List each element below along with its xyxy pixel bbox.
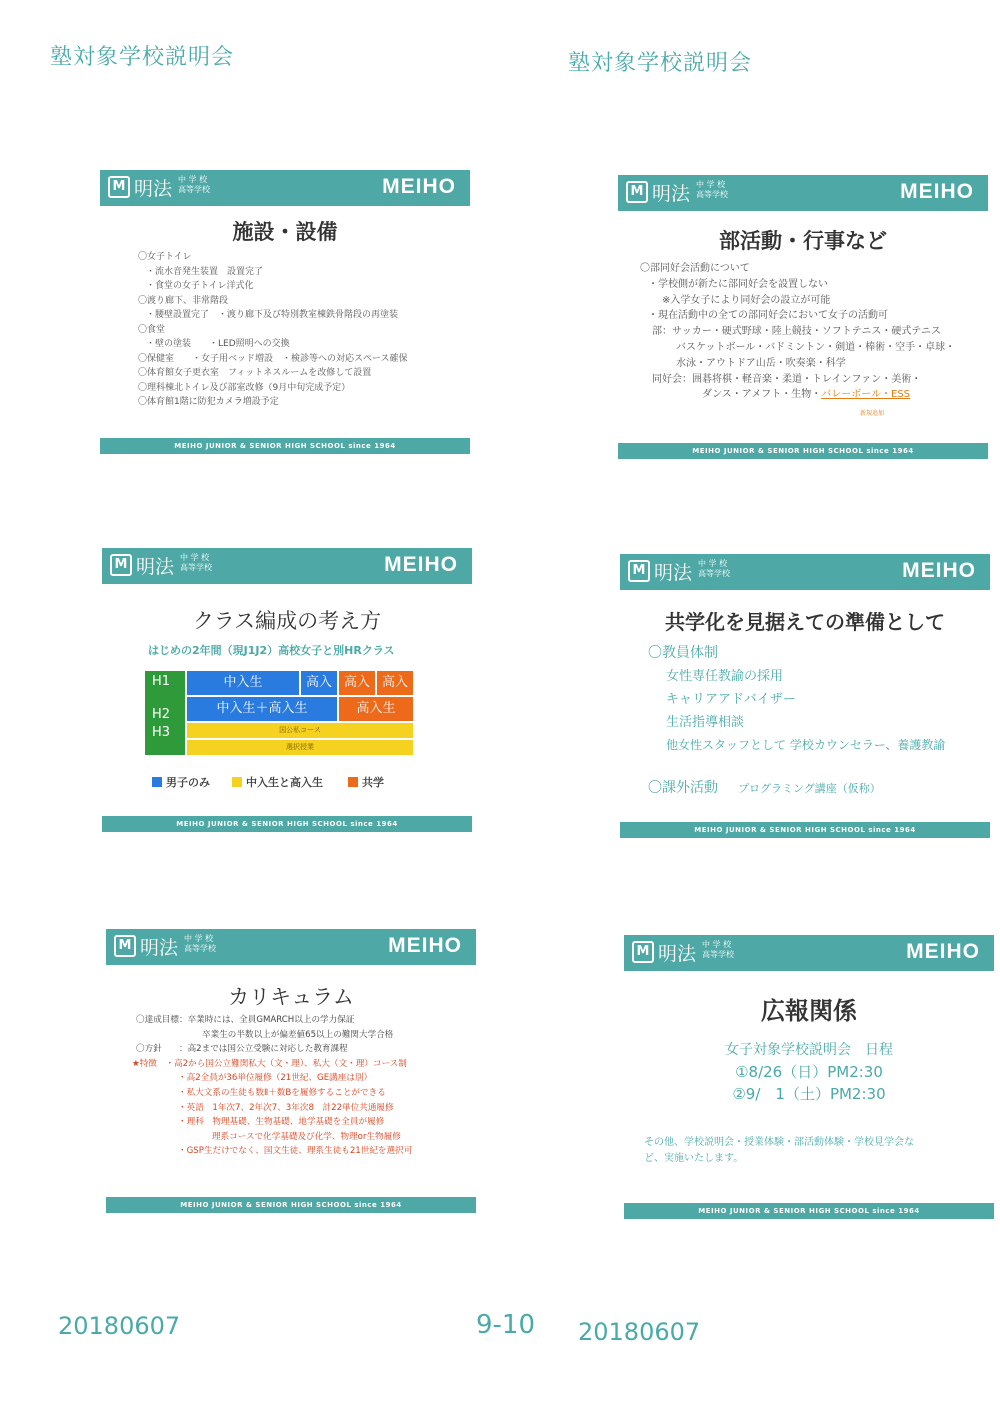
body-line: 理系コースで化学基礎及び化学、物理or生物履修 bbox=[212, 1131, 401, 1142]
body-line: ・高2全員が36単位履修（21世紀、GE講座は別） bbox=[178, 1073, 373, 1084]
logo-jp: 明法 bbox=[652, 183, 691, 205]
slide-title: 施設・設備 bbox=[232, 220, 338, 244]
body-line: ・学校側が新たに部同好会を設置しない bbox=[648, 278, 828, 290]
logo-sub: 中 学 校 高等学校 bbox=[184, 934, 216, 953]
body-line: ★特徴 ・高2から国公立難関私大（文・理）、私大（文・理）コース制 bbox=[132, 1058, 407, 1069]
logo-sub: 中 学 校 高等学校 bbox=[698, 559, 730, 578]
slide-header-bar bbox=[106, 929, 476, 965]
slide-footer: MEIHO JUNIOR & SENIOR HIGH SCHOOL since 1964 bbox=[624, 1203, 994, 1219]
schedule-date-1: ①8/26（日）PM2:30 bbox=[735, 1063, 883, 1081]
logo-en: MEIHO bbox=[902, 559, 976, 582]
logo-sub: 中 学 校 高等学校 bbox=[178, 175, 210, 194]
body-line: ・英語 1年次7、2年次7、3年次8 計22単位共通履修 bbox=[178, 1102, 394, 1113]
logo-en: MEIHO bbox=[900, 180, 974, 203]
legend-boys: 男子のみ bbox=[152, 774, 210, 790]
body-line: 女性専任教諭の採用 bbox=[666, 669, 784, 684]
body-line: 同好会：囲碁将棋・軽音楽・柔道・トレインファン・美術・ bbox=[652, 373, 922, 385]
class-diagram bbox=[144, 670, 414, 756]
slide-pr bbox=[624, 935, 994, 1219]
body-line: 水泳・アウトドア山岳・吹奏楽・科学 bbox=[676, 357, 846, 369]
body-line: 〇保健室 ・女子用ベッド増設 ・検診等への対応スペース確保 bbox=[138, 353, 408, 364]
slide-body bbox=[640, 261, 955, 403]
body-line: ・理科 物理基礎、生物基礎、地学基礎を全員が履修 bbox=[178, 1117, 385, 1128]
body-line: 卒業生の半数以上が偏差値65以上の難関大学合格 bbox=[202, 1029, 394, 1040]
body-line: 部：サッカー・硬式野球・陸上競技・ソフトテニス・硬式テニス bbox=[652, 326, 941, 338]
meiho-logo-icon: M bbox=[632, 941, 654, 963]
body-line: ダンス・アメフト・生物・バレーボール・ESS bbox=[702, 389, 911, 401]
slide-footer: MEIHO JUNIOR & SENIOR HIGH SCHOOL since 1964 bbox=[106, 1197, 476, 1213]
body-line: バスケットボール・バドミントン・剣道・棒術・空手・卓球・ bbox=[676, 341, 956, 353]
body-line: 〇渡り廊下、非常階段 bbox=[138, 295, 229, 306]
label-h1: H1 bbox=[152, 674, 171, 689]
slide-header-bar bbox=[620, 554, 990, 590]
meiho-logo-icon: M bbox=[110, 554, 132, 576]
legend-mixed: 中入生と高入生 bbox=[232, 774, 323, 790]
cell-kokkou: 国公私コース bbox=[186, 722, 414, 739]
logo-sub: 中 学 校 高等学校 bbox=[180, 553, 212, 572]
footer-date-left: 20180607 bbox=[58, 1312, 181, 1340]
body-line: ・流水音発生装置 設置完了 bbox=[146, 266, 264, 277]
slide-header-bar bbox=[100, 170, 470, 206]
slide-title: 共学化を見据えての準備として bbox=[665, 610, 945, 634]
logo-en: MEIHO bbox=[382, 175, 456, 198]
slide-header-bar bbox=[624, 935, 994, 971]
body-line: キャリアアドバイザー bbox=[666, 692, 796, 707]
cell-kounyusei: 高入生 bbox=[338, 696, 414, 722]
body-line: 〇食堂 bbox=[138, 324, 166, 335]
slide-title: 部活動・行事など bbox=[719, 229, 887, 253]
logo-jp: 明法 bbox=[134, 178, 173, 200]
meiho-logo-icon: M bbox=[628, 560, 650, 582]
meiho-logo-icon: M bbox=[108, 176, 130, 198]
slide-title: クラス編成の考え方 bbox=[192, 609, 382, 633]
body-line: ・現在活動中の全ての部同好会において女子の活動可 bbox=[648, 310, 888, 322]
logo-sub: 中 学 校 高等学校 bbox=[702, 940, 734, 959]
cell-sentaku: 選択授業 bbox=[186, 739, 414, 756]
slide-title: 広報関係 bbox=[761, 997, 857, 1025]
body-line: 生活指導相談 bbox=[666, 715, 745, 730]
schedule-heading: 女子対象学校説明会 日程 bbox=[725, 1042, 893, 1058]
footer-page-number: 9-10 bbox=[476, 1310, 536, 1340]
slide-header-bar bbox=[618, 175, 988, 211]
body-line: 〇理科棟北トイレ及び部室改修（9月中旬完成予定） bbox=[138, 382, 351, 393]
body-line: ※入学女子により同好会の設立が可能 bbox=[662, 294, 831, 306]
cell-kounyu-blue: 高入 bbox=[300, 670, 338, 696]
body-line: 〇教員体制 bbox=[648, 645, 718, 661]
body-line: 〇体育館1階に防犯カメラ増設予定 bbox=[138, 397, 279, 407]
slide-body bbox=[132, 1013, 413, 1159]
body-line: 〇女子トイレ bbox=[138, 252, 192, 262]
legend-blue-swatch bbox=[152, 777, 162, 787]
body-line: 〇部同好会活動について bbox=[640, 263, 750, 274]
slide-footer: MEIHO JUNIOR & SENIOR HIGH SCHOOL since 1964 bbox=[618, 443, 988, 459]
logo-en: MEIHO bbox=[388, 934, 462, 957]
body-line: 他女性スタッフとして 学校カウンセラー、養護教諭 bbox=[666, 738, 946, 752]
slide-title: カリキュラム bbox=[228, 985, 354, 1009]
cell-chu-kou: 中入生＋高入生 bbox=[186, 696, 338, 722]
schedule-date-2: ②9/ 1（土）PM2:30 bbox=[732, 1085, 886, 1103]
logo-jp: 明法 bbox=[658, 943, 697, 965]
new-note: 新規追加 bbox=[860, 410, 885, 417]
label-h2: H2 bbox=[152, 707, 171, 722]
slide-facilities bbox=[100, 170, 470, 454]
legend-yellow-swatch bbox=[232, 777, 242, 787]
body-line: 〇課外活動 プログラミング講座（仮称） bbox=[648, 780, 881, 796]
legend-orange-swatch bbox=[348, 777, 358, 787]
slide-body bbox=[138, 250, 408, 410]
logo-jp: 明法 bbox=[140, 937, 179, 959]
body-line: ・食堂の女子トイレ洋式化 bbox=[146, 281, 254, 291]
logo-jp: 明法 bbox=[136, 556, 175, 578]
label-h3: H3 bbox=[152, 725, 171, 740]
body-line: 〇体育館女子更衣室 フィットネスルームを改修して設置 bbox=[138, 368, 372, 378]
logo-en: MEIHO bbox=[384, 553, 458, 576]
slide-footer: MEIHO JUNIOR & SENIOR HIGH SCHOOL since 1964 bbox=[102, 816, 472, 832]
logo-sub: 中 学 校 高等学校 bbox=[696, 180, 728, 199]
page-header-right: 塾対象学校説明会 bbox=[568, 51, 753, 76]
slide-footer: MEIHO JUNIOR & SENIOR HIGH SCHOOL since 1964 bbox=[620, 822, 990, 838]
slide-classes bbox=[102, 548, 472, 832]
footer-date-right: 20180607 bbox=[578, 1318, 701, 1346]
meiho-logo-icon: M bbox=[626, 181, 648, 203]
page-header-left: 塾対象学校説明会 bbox=[50, 45, 235, 70]
slide-body bbox=[648, 642, 945, 800]
meiho-logo-icon: M bbox=[114, 935, 136, 957]
slide-clubs bbox=[618, 175, 988, 459]
cell-kounyu-orange-2: 高入 bbox=[376, 670, 414, 696]
legend-coed: 共学 bbox=[348, 774, 384, 790]
cell-kounyu-orange-1: 高入 bbox=[338, 670, 376, 696]
slide-header-bar bbox=[102, 548, 472, 584]
body-line: ・私大文系の生徒も数Ⅱ＋数Bを履修することができる bbox=[178, 1087, 386, 1098]
slide-coed bbox=[620, 554, 990, 838]
body-line: ・GSP生だけでなく、国文生徒、理系生徒も21世紀を選択可 bbox=[178, 1146, 413, 1157]
pr-note: その他、学校説明会・授業体験・部活動体験・学校見学会な ど、実施いたします。 bbox=[644, 1137, 914, 1164]
cell-chu: 中入生 bbox=[186, 670, 300, 696]
body-line: ・腰壁設置完了 ・渡り廊下及び特別教室棟鉄骨階段の再塗装 bbox=[146, 310, 399, 320]
pr-schedule bbox=[624, 1039, 994, 1105]
slide-footer: MEIHO JUNIOR & SENIOR HIGH SCHOOL since 1964 bbox=[100, 438, 470, 454]
body-line: 〇達成目標：卒業時には、全員GMARCH以上の学力保証 bbox=[136, 1015, 355, 1025]
body-line: 〇方針 ：高2までは国公立受験に対応した教育課程 bbox=[136, 1044, 348, 1055]
classes-subtitle: はじめの2年間（現J1J2）高校女子と別HRクラス bbox=[148, 644, 395, 657]
slide-curriculum bbox=[106, 929, 476, 1213]
body-line: ・壁の塗装 ・LED照明への交換 bbox=[146, 339, 290, 349]
logo-en: MEIHO bbox=[906, 940, 980, 963]
logo-jp: 明法 bbox=[654, 562, 693, 584]
